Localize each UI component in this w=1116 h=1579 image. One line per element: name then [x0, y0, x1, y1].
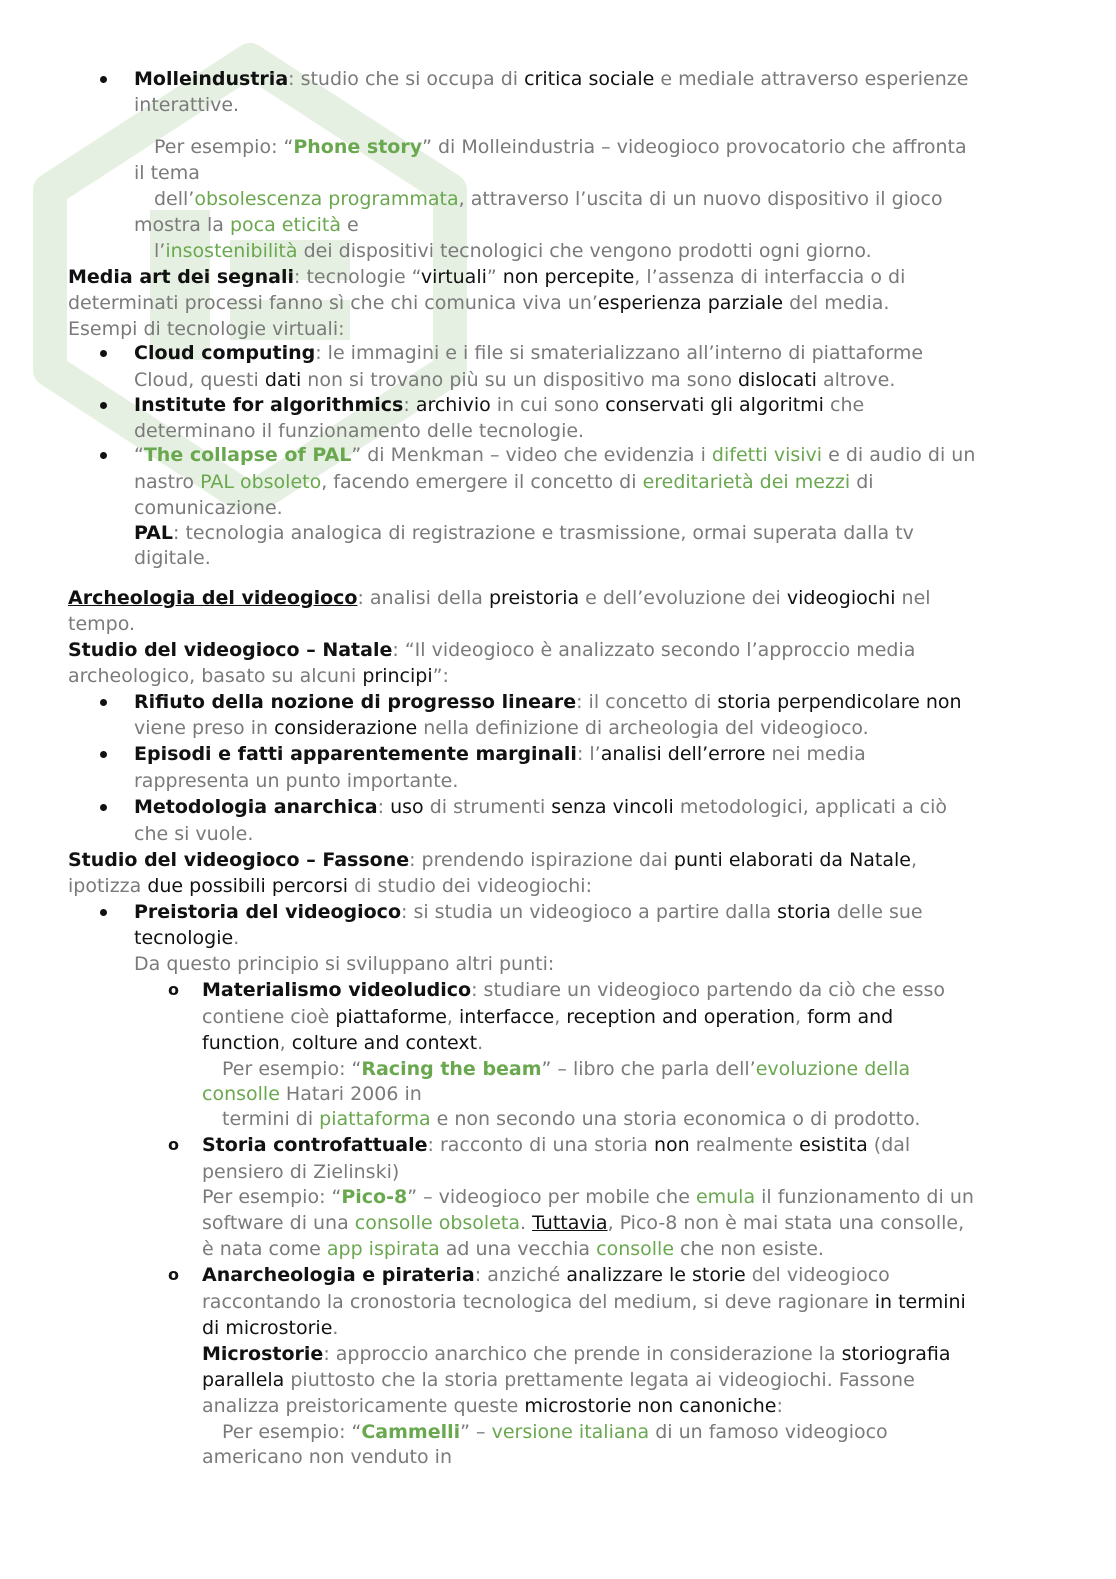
paragraph-rifiuto — [134, 689, 962, 715]
text: americano non venduto in — [202, 1446, 452, 1468]
highlight: consolle — [596, 1238, 675, 1260]
text: , — [795, 1006, 808, 1028]
text: ” — [486, 266, 503, 288]
term-heading: Metodologia anarchica — [134, 796, 378, 818]
text: nella definizione di archeologia del videogioco. — [417, 717, 869, 739]
text-line — [202, 1210, 964, 1236]
text: di studio dei videogiochi: — [348, 875, 592, 897]
highlight: insostenibilità — [165, 240, 298, 262]
keyword: esperienza parziale — [597, 292, 784, 314]
text: il tema — [134, 162, 200, 184]
text-line — [202, 1289, 966, 1315]
text: . — [233, 927, 240, 949]
bullet — [100, 402, 107, 409]
text-line — [68, 611, 135, 637]
text: e — [341, 214, 359, 236]
term-heading: PAL — [134, 522, 173, 544]
text: : tecnologie “ — [294, 266, 421, 288]
text-line — [68, 873, 592, 899]
example-cammelli — [222, 1419, 888, 1445]
text-line — [202, 1393, 783, 1419]
example-title: Racing the beam — [361, 1058, 542, 1080]
text-line — [202, 1367, 915, 1393]
keyword: non percepite — [502, 266, 635, 288]
bullet — [100, 751, 107, 758]
term-heading: Institute for algorithmics — [134, 394, 404, 416]
keyword: punti elaborati da Natale — [673, 849, 911, 871]
text: , Pico-8 non è mai stata una consolle, — [607, 1212, 965, 1234]
text: software di una — [202, 1212, 355, 1234]
keyword: senza vincoli — [551, 796, 674, 818]
sub-bullet: o — [168, 980, 179, 999]
bullet — [100, 909, 107, 916]
term-heading: Cloud computing — [134, 342, 316, 364]
text: : l’ — [576, 743, 601, 765]
text: : le immagini e i file si smaterializzano all’interno di piattaforme — [315, 342, 924, 364]
sub-bullet: o — [168, 1265, 179, 1284]
keyword: interfacce — [459, 1006, 555, 1028]
term-heading: Studio del videogioco – Fassone — [68, 849, 410, 871]
keyword: analisi dell’errore — [600, 743, 766, 765]
text: tempo. — [68, 613, 136, 635]
example-title: Cammelli — [361, 1421, 461, 1443]
text: archeologico, basato su alcuni — [68, 665, 363, 687]
highlight: emula — [695, 1186, 756, 1208]
text: ”: — [432, 665, 449, 687]
text: ” – — [460, 1421, 492, 1443]
text: pensiero di Zielinski) — [202, 1161, 400, 1183]
text: ad una vecchia — [439, 1238, 597, 1260]
text: : — [776, 1395, 783, 1417]
text: : si studia un videogioco a partire dalla — [401, 901, 778, 923]
text-line — [134, 212, 359, 238]
text: interattive. — [134, 94, 240, 116]
text: ” di Menkman – video che evidenzia i — [351, 444, 712, 466]
text: rappresenta un punto importante. — [134, 770, 459, 792]
highlight: piattaforma — [319, 1108, 431, 1130]
text: : studiare un videogioco partendo da ciò che esso — [471, 979, 946, 1001]
text: , — [279, 1032, 292, 1054]
text-line — [68, 316, 345, 342]
paragraph-anarcheologia — [202, 1262, 890, 1288]
term-heading: Anarcheologia e pirateria — [202, 1264, 475, 1286]
bullet — [100, 350, 107, 357]
keyword: parallela — [202, 1369, 285, 1391]
highlight: consolle obsoleta — [354, 1212, 520, 1234]
keyword: considerazione — [274, 717, 418, 739]
text: , l’assenza di interfaccia o di — [634, 266, 906, 288]
text: che non esiste. — [674, 1238, 824, 1260]
text: di strumenti — [423, 796, 552, 818]
text-line — [134, 768, 458, 794]
text: di — [850, 471, 874, 493]
term-heading: Microstorie — [202, 1343, 324, 1365]
text-line — [134, 545, 211, 571]
text: e dell’evoluzione dei — [579, 587, 787, 609]
text: mostra la — [134, 214, 230, 236]
text-line — [134, 925, 239, 951]
text: del media. — [783, 292, 890, 314]
keyword: storia — [777, 901, 831, 923]
example-phone-story — [154, 134, 967, 160]
keyword: conservati gli algoritmi — [605, 394, 824, 416]
keyword: colture and context — [291, 1032, 478, 1054]
underlined-word: Tuttavia — [532, 1212, 608, 1234]
text-line — [222, 1106, 920, 1132]
text: : il concetto di — [576, 691, 718, 713]
text: contiene cioè — [202, 1006, 336, 1028]
paragraph-institute — [134, 392, 864, 418]
example-pico8 — [202, 1184, 974, 1210]
example-title: The collapse of PAL — [143, 444, 352, 466]
text: , — [446, 1006, 459, 1028]
term-heading: Preistoria del videogioco — [134, 901, 401, 923]
text-line — [134, 367, 895, 393]
highlight: ereditarietà dei mezzi — [642, 471, 851, 493]
text-line — [134, 951, 554, 977]
keyword: storiografia — [841, 1343, 951, 1365]
text: : tecnologia analogica di registrazione e trasmissione, ormai superata dalla tv — [173, 522, 914, 544]
text: , — [554, 1006, 567, 1028]
section-heading: Archeologia del videogioco — [68, 587, 358, 609]
keyword: critica sociale — [524, 68, 655, 90]
text: e mediale attraverso esperienze — [654, 68, 969, 90]
text: : “Il videogioco è analizzato secondo l’approccio media — [392, 639, 916, 661]
text: ” – libro che parla dell’ — [541, 1058, 756, 1080]
paragraph-media-art — [68, 264, 905, 290]
keyword: videogiochi — [786, 587, 896, 609]
text-line — [202, 1004, 893, 1030]
term-heading: Rifiuto della nozione di progresso lineare — [134, 691, 577, 713]
text: : anziché — [474, 1264, 567, 1286]
highlight: difetti visivi — [711, 444, 823, 466]
text: che — [823, 394, 865, 416]
example-title: Pico-8 — [341, 1186, 408, 1208]
text: digitale. — [134, 547, 211, 569]
text: ” – videogioco per mobile che — [407, 1186, 696, 1208]
text-line — [134, 715, 869, 741]
text-line — [202, 1081, 422, 1107]
keyword: analizzare le storie — [566, 1264, 746, 1286]
text-line — [202, 1030, 483, 1056]
text: non si trovano più su un dispositivo ma sono — [301, 369, 738, 391]
text: e di audio di un — [822, 444, 976, 466]
text: . — [332, 1317, 339, 1339]
text-line — [202, 1236, 824, 1262]
text: determinati processi fanno sì che chi comunica viva un’ — [68, 292, 598, 314]
text: il funzionamento di un — [755, 1186, 974, 1208]
bullet — [100, 452, 107, 459]
keyword: preistoria — [489, 587, 580, 609]
text-line — [134, 520, 914, 546]
text: nel — [895, 587, 931, 609]
text: metodologici, applicati a ciò — [673, 796, 948, 818]
text-line — [202, 1341, 950, 1367]
text: : studio che si occupa di — [288, 68, 525, 90]
highlight: consolle — [202, 1083, 280, 1105]
text: e non secondo una storia economica o di prodotto. — [430, 1108, 921, 1130]
keyword: storia perpendicolare non — [717, 691, 962, 713]
keyword: due possibili percorsi — [147, 875, 349, 897]
keyword: esistita — [799, 1134, 868, 1156]
paragraph-archeologia — [68, 585, 931, 611]
keyword: in termini — [874, 1291, 966, 1313]
text: . — [519, 1212, 533, 1234]
text: Esempi di tecnologie virtuali: — [68, 318, 345, 340]
term-heading: Materialismo videoludico — [202, 979, 472, 1001]
paragraph-materialismo — [202, 977, 945, 1003]
paragraph-collapse-pal — [134, 442, 975, 468]
text: delle sue — [830, 901, 923, 923]
text: è nata come — [202, 1238, 327, 1260]
text: Per esempio: “ — [154, 136, 294, 158]
term-heading: Studio del videogioco – Natale — [68, 639, 393, 661]
text: ” di Molleindustria – videogioco provocatorio che affronta — [422, 136, 967, 158]
keyword: microstorie non canoniche — [524, 1395, 777, 1417]
text: , facendo emergere il concetto di — [321, 471, 643, 493]
highlight: obsolescenza programmata — [194, 188, 459, 210]
keyword: dati — [264, 369, 302, 391]
bullet — [100, 804, 107, 811]
text: : — [377, 796, 391, 818]
example-racing-beam — [222, 1056, 910, 1082]
text: : analisi della — [357, 587, 489, 609]
text-line — [68, 663, 449, 689]
text: analizza preistoricamente queste — [202, 1395, 525, 1417]
paragraph-molleindustria — [134, 66, 968, 92]
term-heading: Storia controfattuale — [202, 1134, 428, 1156]
text: nei media — [765, 743, 866, 765]
text-line — [134, 821, 253, 847]
text-line — [154, 238, 872, 264]
text: Cloud, questi — [134, 369, 265, 391]
text-line — [134, 418, 584, 444]
highlight: poca eticità — [229, 214, 341, 236]
text: , attraverso l’uscita di un nuovo dispositivo il gioco — [458, 188, 943, 210]
keyword: reception and operation — [566, 1006, 796, 1028]
highlight: versione italiana — [491, 1421, 650, 1443]
sub-bullet: o — [168, 1135, 179, 1154]
keyword: piattaforme — [335, 1006, 447, 1028]
paragraph-preistoria — [134, 899, 923, 925]
text: l’ — [154, 240, 166, 262]
text: di un famoso videogioco — [649, 1421, 888, 1443]
text: che si vuole. — [134, 823, 254, 845]
text: Per esempio: “ — [202, 1186, 342, 1208]
text: in cui sono — [490, 394, 606, 416]
keyword: virtuali — [420, 266, 487, 288]
text: piuttosto che la storia prettamente legata ai videogiochi. Fassone — [284, 1369, 915, 1391]
paragraph-natale — [68, 637, 915, 663]
text-line — [134, 160, 200, 186]
keyword: di microstorie — [202, 1317, 333, 1339]
keyword: tecnologie — [134, 927, 234, 949]
text: realmente — [689, 1134, 800, 1156]
text: “ — [134, 444, 144, 466]
text: del videogioco — [745, 1264, 890, 1286]
keyword: non — [653, 1134, 690, 1156]
text: Per esempio: “ — [222, 1421, 362, 1443]
example-title: Phone story — [293, 136, 423, 158]
text: Hatari 2006 in — [279, 1083, 422, 1105]
text: altrove. — [816, 369, 896, 391]
text: ipotizza — [68, 875, 148, 897]
text-line — [202, 1444, 452, 1470]
text: nastro — [134, 471, 201, 493]
paragraph-episodi — [134, 741, 866, 767]
keyword: form and — [807, 1006, 894, 1028]
bullet — [100, 699, 107, 706]
text: : racconto di una storia — [427, 1134, 654, 1156]
text: raccontando la cronostoria tecnologica del medium, si deve ragionare — [202, 1291, 875, 1313]
highlight: app ispirata — [326, 1238, 440, 1260]
text-line — [134, 495, 283, 521]
text-line — [134, 92, 239, 118]
text-line — [68, 290, 889, 316]
highlight: PAL obsoleto — [200, 471, 322, 493]
text: Per esempio: “ — [222, 1058, 362, 1080]
text: Da questo principio si sviluppano altri punti: — [134, 953, 555, 975]
text-line — [154, 186, 943, 212]
text-line — [134, 469, 874, 495]
text: , — [911, 849, 918, 871]
text: : approccio anarchico che prende in considerazione la — [323, 1343, 842, 1365]
text: . — [477, 1032, 484, 1054]
text: dell’ — [154, 188, 195, 210]
keyword: dislocati — [738, 369, 817, 391]
bullet — [100, 76, 107, 83]
term-heading: Media art dei segnali — [68, 266, 295, 288]
keyword: principi — [362, 665, 433, 687]
text-line — [202, 1315, 338, 1341]
keyword: archivio — [415, 394, 491, 416]
text: termini di — [222, 1108, 320, 1130]
paragraph-controfattuale — [202, 1132, 910, 1158]
paragraph-cloud-computing — [134, 340, 923, 366]
text: comunicazione. — [134, 497, 283, 519]
text: (dal — [867, 1134, 911, 1156]
text-line — [202, 1159, 399, 1185]
text: : prendendo ispirazione dai — [409, 849, 674, 871]
paragraph-metodologia — [134, 794, 947, 820]
text: dei dispositivi tecnologici che vengono prodotti ogni giorno. — [297, 240, 872, 262]
paragraph-fassone — [68, 847, 917, 873]
term-heading: Episodi e fatti apparentemente marginali — [134, 743, 577, 765]
keyword: function — [202, 1032, 280, 1054]
term-heading: Molleindustria — [134, 68, 289, 90]
highlight: evoluzione della — [755, 1058, 911, 1080]
text: determinano il funzionamento delle tecnologie. — [134, 420, 585, 442]
keyword: uso — [390, 796, 424, 818]
text: viene preso in — [134, 717, 275, 739]
text: : — [403, 394, 416, 416]
